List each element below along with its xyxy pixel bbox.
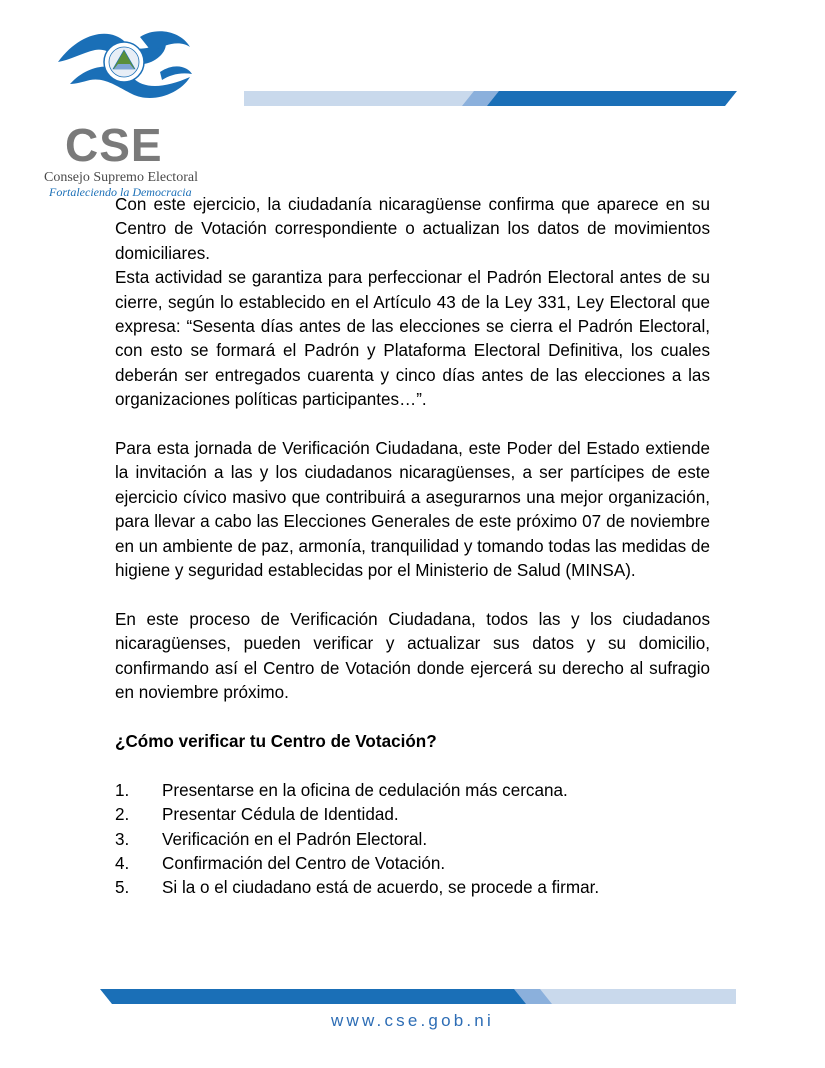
logo-cse-letters: CSE [65,119,163,171]
document-body [115,193,710,901]
list-item [115,803,710,827]
step-number: 2. [115,805,130,825]
step-text: Si la o el ciudadano está de acuerdo, se procede a firmar. [162,878,600,898]
footer-stripe [100,989,736,1004]
list-item [115,852,710,876]
step-text: Presentar Cédula de Identidad. [162,805,399,825]
step-number: 1. [115,780,130,800]
list-item [115,779,710,803]
section-heading: ¿Cómo verificar tu Centro de Votación? [115,731,437,751]
header-stripe [244,91,737,106]
paragraph-invitation: Para esta jornada de Verificación Ciudadana, este Poder del Estado extiende la invitación a las y los ciudadanos nicaragüenses, a ser partícipes de este ejercicio cívico masivo que contribuirá a asegurarnos una mejor organización, para llevar a cabo las Elecciones Generales de este próximo 07 de noviembre en un ambiente de paz, armonía, tranquilidad y tomando todas las medidas de higiene y seguridad establecidas por el Ministerio de Salud (MINSA). [115,439,710,581]
cse-logo [40,22,220,199]
footer-website-link[interactable]: www.cse.gob.ni [331,1011,494,1030]
list-item [115,876,710,900]
paragraph-padron: Esta actividad se garantiza para perfeccionar el Padrón Electoral antes de su cierre, según lo establecido en el Artículo 43 de la Ley 331, Ley Electoral que expresa: “Sesenta días antes de las elecciones se cierra el Padrón Electoral, con esto se formará el Padrón y Plataforma Electoral Definitiva, los cuales deberán ser entregados cuarenta y cinco días antes de las elecciones a las organizaciones políticas participantes…”. [115,268,710,410]
step-number: 4. [115,853,130,873]
paragraph-intro: Con este ejercicio, la ciudadanía nicaragüense confirma que aparece en su Centro de Votación correspondiente o actualizan los datos de movimientos domiciliares. [115,195,710,263]
step-text: Confirmación del Centro de Votación. [162,853,446,873]
step-text: Presentarse en la oficina de cedulación más cercana. [162,780,568,800]
organization-name: Consejo Supremo Electoral [44,170,198,185]
step-number: 3. [115,829,130,849]
organization-tagline: Fortaleciendo la Democracia [49,185,192,199]
steps-list [115,779,710,901]
list-item [115,828,710,852]
flag-waves-emblem-icon [40,22,200,122]
paragraph-process: En este proceso de Verificación Ciudadana, todos las y los ciudadanos nicaragüenses, pueden verificar y actualizar sus datos y su domicilio, confirmando así el Centro de Votación donde ejercerá su derecho al sufragio en noviembre próximo. [115,609,710,703]
step-text: Verificación en el Padrón Electoral. [162,829,428,849]
step-number: 5. [115,878,130,898]
